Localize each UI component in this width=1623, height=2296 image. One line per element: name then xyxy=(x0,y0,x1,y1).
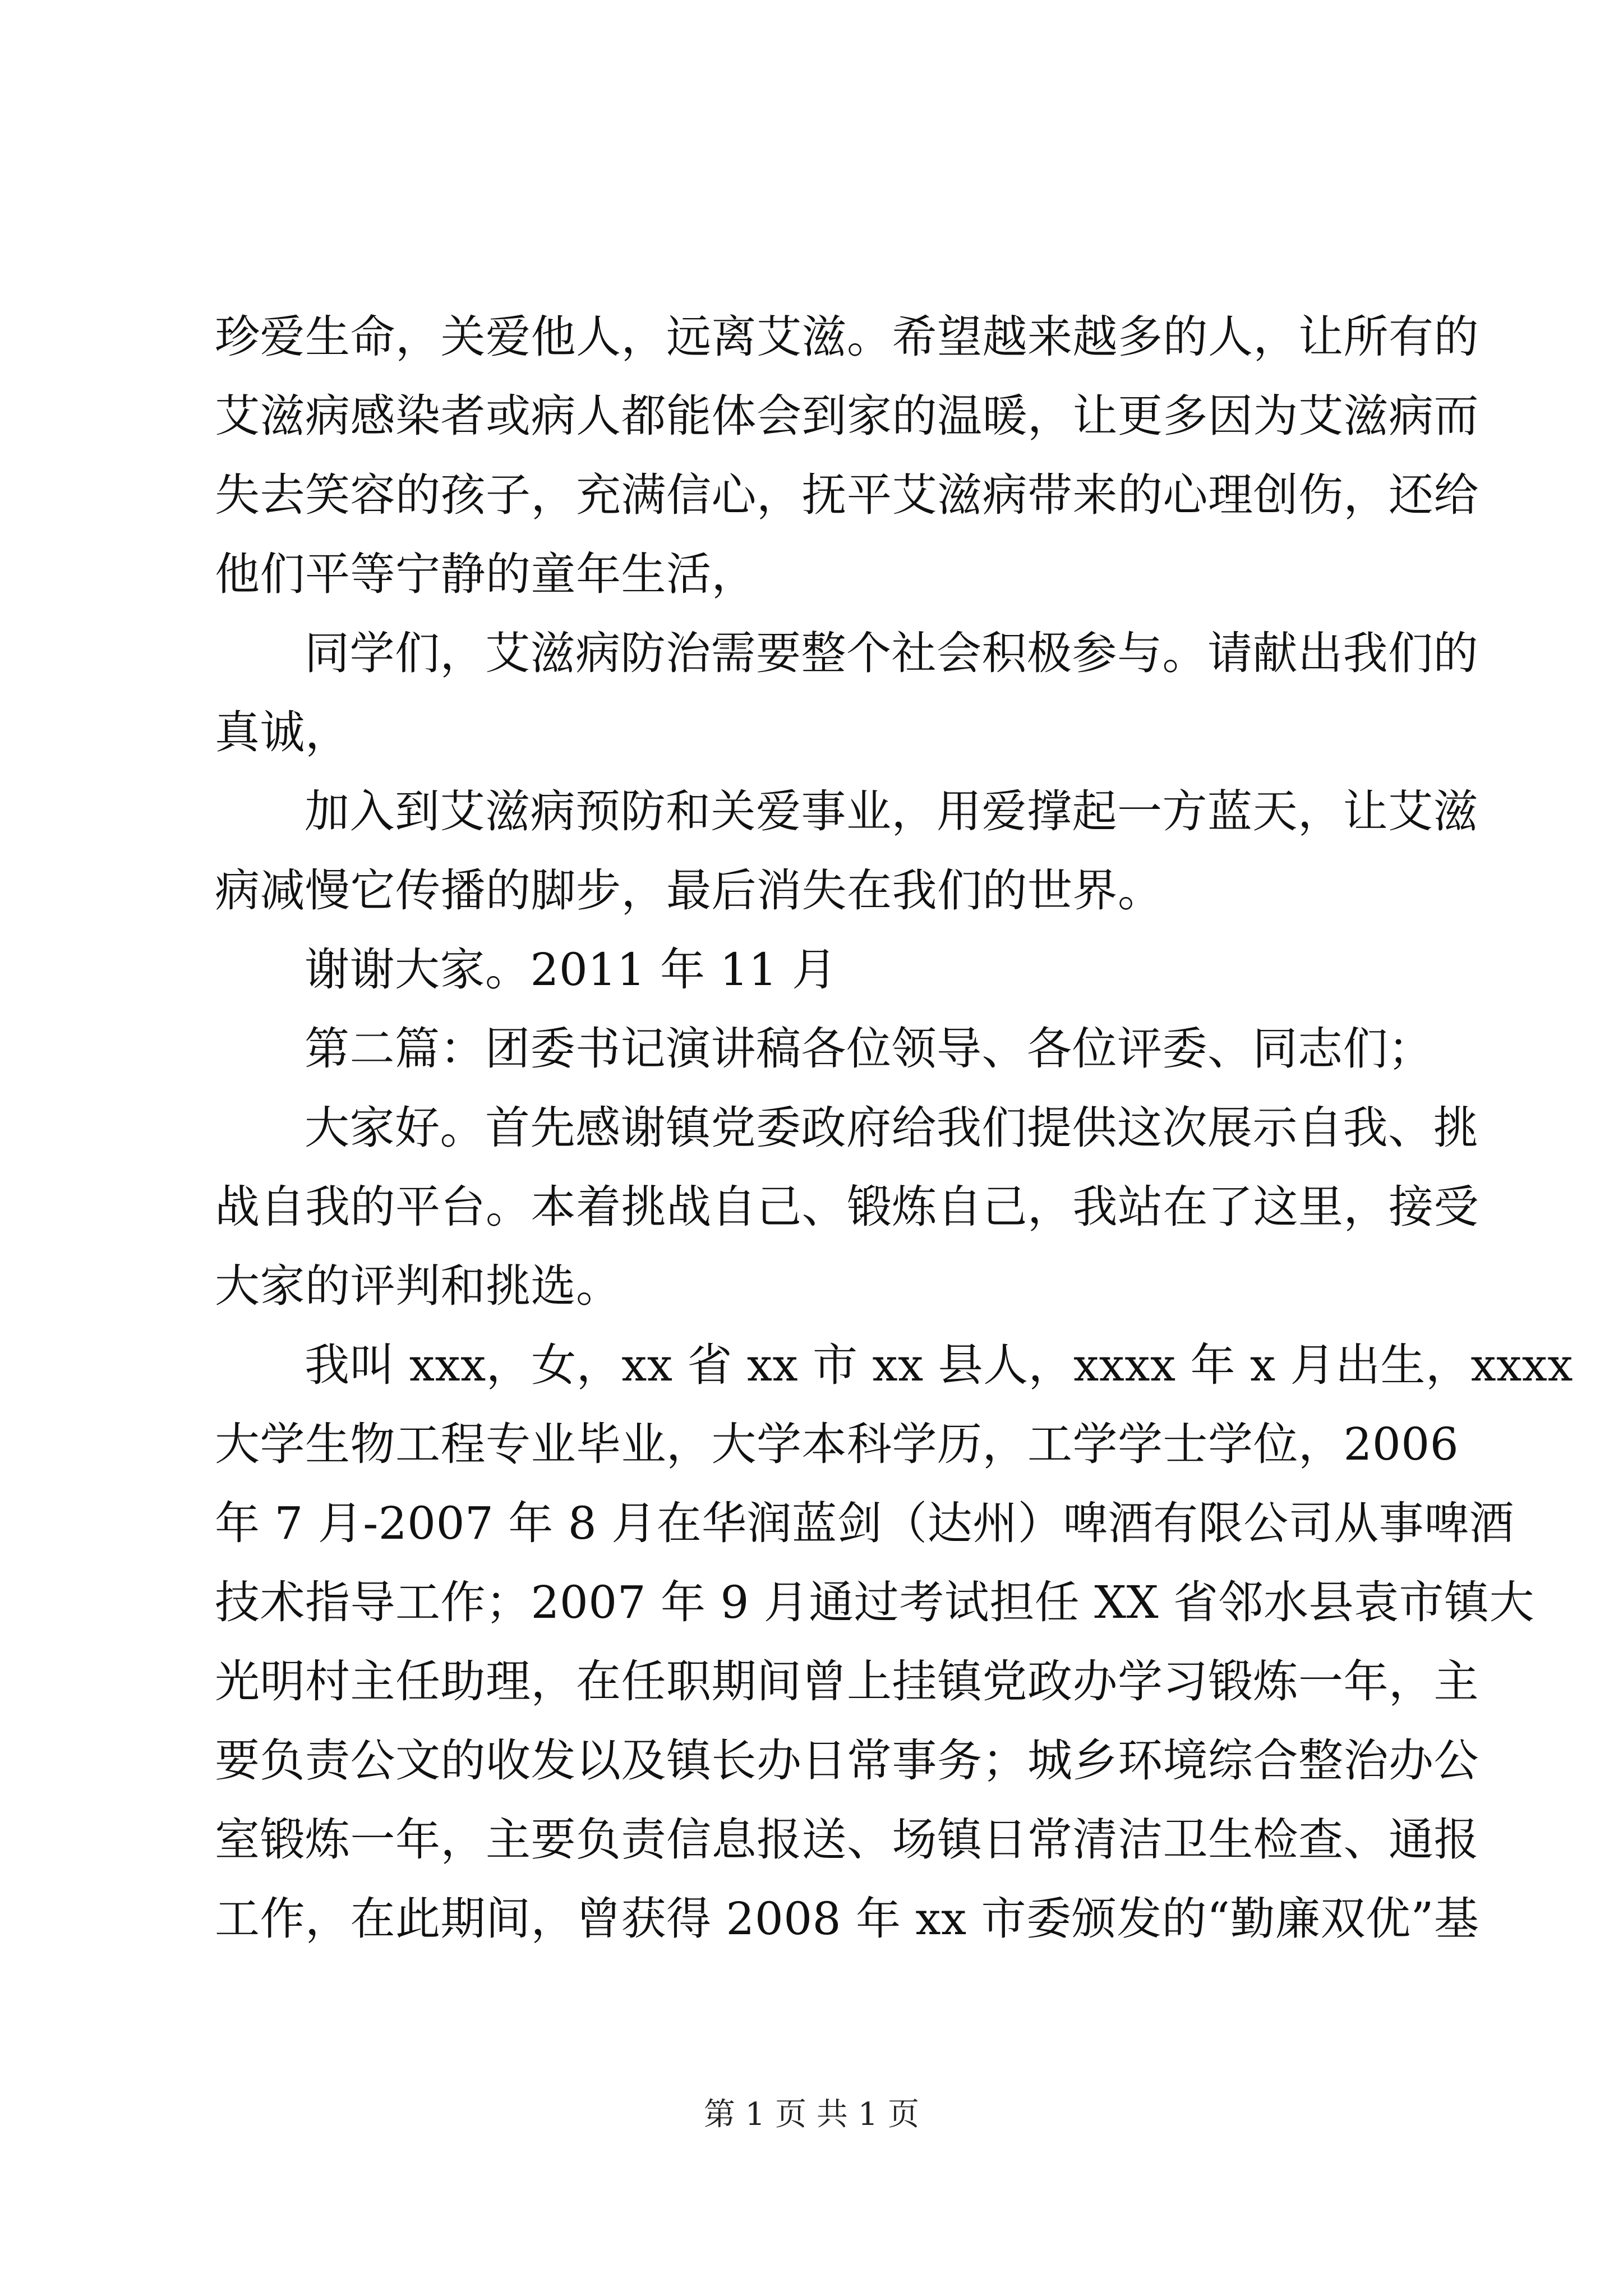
text-line: 艾滋病感染者或病人都能体会到家的温暖，让更多因为艾滋病而 xyxy=(215,390,1479,442)
text-line: 加入到艾滋病预防和关爱事业，用爱撑起一方蓝天，让艾滋 xyxy=(305,785,1478,838)
text-line: 他们平等宁静的童年生活， xyxy=(215,548,757,600)
text-line: 光明村主任助理，在任职期间曾上挂镇党政办学习锻炼一年，主 xyxy=(215,1655,1479,1708)
text-line: 失去笑容的孩子，充满信心，抚平艾滋病带来的心理创伤，还给 xyxy=(215,469,1479,521)
text-line: 大家好。首先感谢镇党委政府给我们提供这次展示自我、挑 xyxy=(305,1102,1478,1154)
text-line: 珍爱生命，关爱他人，远离艾滋。希望越来越多的人，让所有的 xyxy=(215,311,1479,363)
text-line: 同学们，艾滋病防治需要整个社会积极参与。请献出我们的 xyxy=(305,627,1478,679)
text-line: 年 7 月-2007 年 8 月在华润蓝剑（达州）啤酒有限公司从事啤酒 xyxy=(215,1497,1515,1549)
page-number-label: 第 1 页 共 1 页 xyxy=(703,2096,920,2133)
text-line: 真诚， xyxy=(215,706,351,758)
text-line: 工作，在此期间，曾获得 2008 年 xx 市委颁发的“勤廉双优”基 xyxy=(215,1893,1479,1945)
document-body xyxy=(215,297,1573,1958)
text-line: 技术指导工作；2007 年 9 月通过考试担任 XX 省邻水县袁市镇大 xyxy=(215,1576,1535,1628)
text-line: 谢谢大家。2011 年 11 月 xyxy=(305,944,837,996)
text-line: 战自我的平台。本着挑战自己、锻炼自己，我站在了这里，接受 xyxy=(215,1181,1479,1233)
text-line: 要负责公文的收发以及镇长办日常事务；城乡环境综合整治办公 xyxy=(215,1734,1479,1787)
text-line: 室锻炼一年，主要负责信息报送、场镇日常清洁卫生检查、通报 xyxy=(215,1814,1479,1866)
section-heading-line: 第二篇：团委书记演讲稿各位领导、各位评委、同志们； xyxy=(305,1023,1433,1075)
text-line: 病减慢它传播的脚步，最后消失在我们的世界。 xyxy=(215,864,1163,917)
text-line: 我叫 xxx，女，xx 省 xx 市 xx 县人，xxxx 年 x 月出生，xxxx xyxy=(305,1339,1573,1391)
text-line: 大家的评判和挑选。 xyxy=(215,1260,621,1312)
text-line: 大学生物工程专业毕业，大学本科学历，工学学士学位，2006 xyxy=(215,1418,1459,1470)
page-footer xyxy=(0,2092,1623,2137)
